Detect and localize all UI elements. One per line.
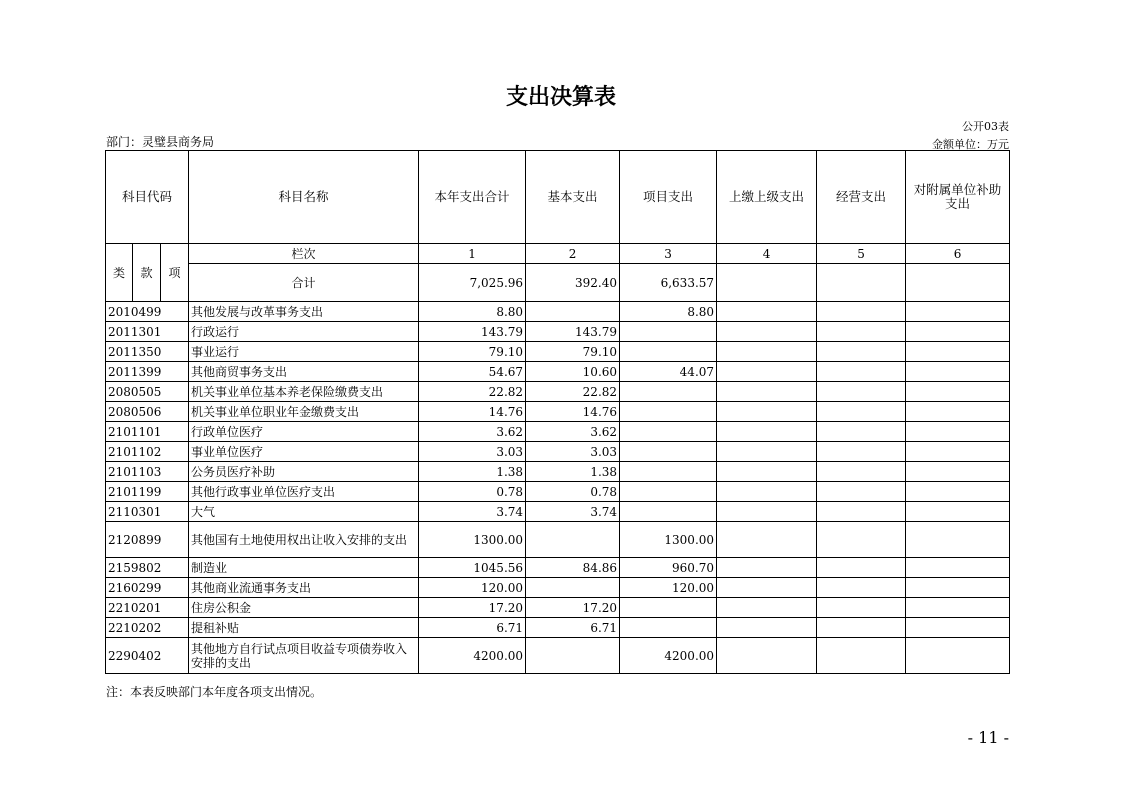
row-subsidy [906,322,1010,342]
total-business [817,264,906,302]
row-code: 2210202 [106,618,189,638]
row-project [620,618,717,638]
row-business [817,442,906,462]
row-name: 其他国有土地使用权出让收入安排的支出 [189,522,419,558]
row-name: 机关事业单位基本养老保险缴费支出 [189,382,419,402]
row-upper [717,342,817,362]
row-code: 2101199 [106,482,189,502]
row-upper [717,522,817,558]
row-business [817,402,906,422]
table-row [106,578,1010,598]
row-project: 1300.00 [620,522,717,558]
row-name: 其他行政事业单位医疗支出 [189,482,419,502]
row-project [620,402,717,422]
row-business [817,382,906,402]
table-row [106,342,1010,362]
row-basic [526,578,620,598]
row-basic [526,638,620,674]
row-project [620,422,717,442]
table-row [106,638,1010,674]
table-row [106,618,1010,638]
row-name: 提租补贴 [189,618,419,638]
row-name: 公务员医疗补助 [189,462,419,482]
total-basic: 392.40 [526,264,620,302]
header-code: 科目代码 [106,151,189,244]
row-business [817,422,906,442]
table-row [106,362,1010,382]
row-subsidy [906,618,1010,638]
row-business [817,558,906,578]
row-subsidy [906,522,1010,558]
row-project [620,322,717,342]
header-project: 项目支出 [620,151,717,244]
row-upper [717,402,817,422]
row-subsidy [906,462,1010,482]
row-total: 79.10 [419,342,526,362]
header-total: 本年支出合计 [419,151,526,244]
row-total: 1045.56 [419,558,526,578]
row-basic: 79.10 [526,342,620,362]
row-upper [717,462,817,482]
row-code: 2120899 [106,522,189,558]
header-row [106,151,1010,244]
row-subsidy [906,482,1010,502]
row-basic: 6.71 [526,618,620,638]
page-number: - 11 - [967,728,1009,747]
row-name: 行政运行 [189,322,419,342]
row-project: 960.70 [620,558,717,578]
table-row [106,502,1010,522]
header-lei: 类 [106,244,133,302]
row-subsidy [906,558,1010,578]
row-upper [717,382,817,402]
row-basic: 14.76 [526,402,620,422]
row-code: 2290402 [106,638,189,674]
expenditure-table [105,150,1010,674]
table-row [106,322,1010,342]
row-subsidy [906,578,1010,598]
total-upper [717,264,817,302]
row-upper [717,638,817,674]
row-total: 3.03 [419,442,526,462]
row-basic: 143.79 [526,322,620,342]
row-upper [717,578,817,598]
row-code: 2160299 [106,578,189,598]
row-basic [526,522,620,558]
row-code: 2011399 [106,362,189,382]
row-name: 其他商业流通事务支出 [189,578,419,598]
row-upper [717,502,817,522]
header-basic: 基本支出 [526,151,620,244]
row-business [817,618,906,638]
row-subsidy [906,638,1010,674]
row-code: 2011301 [106,322,189,342]
row-business [817,302,906,322]
row-total: 22.82 [419,382,526,402]
col-index-2: 2 [526,244,620,264]
row-business [817,578,906,598]
row-name: 其他地方自行试点项目收益专项债券收入安排的支出 [189,638,419,674]
row-subsidy [906,302,1010,322]
row-project [620,502,717,522]
department-label: 部门：灵璧县商务局 [106,135,215,149]
row-total: 17.20 [419,598,526,618]
row-name: 其他发展与改革事务支出 [189,302,419,322]
row-code: 2010499 [106,302,189,322]
row-project [620,342,717,362]
row-project [620,382,717,402]
row-code: 2101102 [106,442,189,462]
row-upper [717,618,817,638]
total-label: 合计 [189,264,419,302]
table-note: 注：本表反映部门本年度各项支出情况。 [106,685,323,699]
row-basic: 10.60 [526,362,620,382]
row-name: 事业运行 [189,342,419,362]
row-subsidy [906,442,1010,462]
table-row [106,422,1010,442]
col-index-3: 3 [620,244,717,264]
row-business [817,482,906,502]
row-subsidy [906,422,1010,442]
row-subsidy [906,598,1010,618]
row-total: 3.74 [419,502,526,522]
row-project [620,482,717,502]
row-basic: 0.78 [526,482,620,502]
row-business [817,362,906,382]
row-name: 大气 [189,502,419,522]
col-index-5: 5 [817,244,906,264]
row-basic: 3.62 [526,422,620,442]
row-project: 4200.00 [620,638,717,674]
unit-label: 金额单位：万元 [932,138,1009,151]
row-project [620,598,717,618]
table-row [106,598,1010,618]
total-sum: 7,025.96 [419,264,526,302]
row-business [817,462,906,482]
row-name: 其他商贸事务支出 [189,362,419,382]
header-xiang: 项 [161,244,189,302]
row-project [620,462,717,482]
form-number: 公开03表 [962,120,1009,133]
table-row [106,402,1010,422]
row-upper [717,362,817,382]
row-name: 行政单位医疗 [189,422,419,442]
row-basic [526,302,620,322]
row-basic: 17.20 [526,598,620,618]
table-row [106,462,1010,482]
row-upper [717,422,817,442]
row-project [620,442,717,462]
row-total: 4200.00 [419,638,526,674]
row-code: 2080505 [106,382,189,402]
table-row [106,522,1010,558]
total-project: 6,633.57 [620,264,717,302]
row-total: 54.67 [419,362,526,382]
row-basic: 3.03 [526,442,620,462]
row-total: 0.78 [419,482,526,502]
row-business [817,522,906,558]
row-code: 2159802 [106,558,189,578]
row-code: 2011350 [106,342,189,362]
table-row [106,302,1010,322]
row-code: 2110301 [106,502,189,522]
row-name: 机关事业单位职业年金缴费支出 [189,402,419,422]
column-index-row [106,244,1010,264]
header-subsidy: 对附属单位补助支出 [906,151,1010,244]
row-total: 3.62 [419,422,526,442]
row-name: 事业单位医疗 [189,442,419,462]
row-project: 120.00 [620,578,717,598]
page-title: 支出决算表 [505,85,616,110]
row-basic: 1.38 [526,462,620,482]
row-upper [717,558,817,578]
row-total: 8.80 [419,302,526,322]
row-project: 8.80 [620,302,717,322]
row-code: 2101103 [106,462,189,482]
row-upper [717,322,817,342]
row-subsidy [906,502,1010,522]
row-name: 制造业 [189,558,419,578]
table-row [106,482,1010,502]
row-total: 6.71 [419,618,526,638]
row-business [817,322,906,342]
col-index-1: 1 [419,244,526,264]
row-total: 14.76 [419,402,526,422]
header-upper: 上缴上级支出 [717,151,817,244]
table-row [106,558,1010,578]
col-index-6: 6 [906,244,1010,264]
row-total: 143.79 [419,322,526,342]
row-basic: 84.86 [526,558,620,578]
row-subsidy [906,402,1010,422]
row-total: 120.00 [419,578,526,598]
row-project: 44.07 [620,362,717,382]
row-code: 2210201 [106,598,189,618]
header-business: 经营支出 [817,151,906,244]
row-code: 2101101 [106,422,189,442]
row-business [817,342,906,362]
row-business [817,502,906,522]
row-subsidy [906,342,1010,362]
header-name: 科目名称 [189,151,419,244]
row-total: 1300.00 [419,522,526,558]
header-lanci: 栏次 [189,244,419,264]
row-basic: 22.82 [526,382,620,402]
total-subsidy [906,264,1010,302]
row-subsidy [906,362,1010,382]
header-kuan: 款 [133,244,161,302]
row-upper [717,598,817,618]
row-name: 住房公积金 [189,598,419,618]
row-business [817,638,906,674]
row-business [817,598,906,618]
row-total: 1.38 [419,462,526,482]
row-upper [717,482,817,502]
row-code: 2080506 [106,402,189,422]
row-basic: 3.74 [526,502,620,522]
table-row [106,382,1010,402]
col-index-4: 4 [717,244,817,264]
row-subsidy [906,382,1010,402]
row-upper [717,442,817,462]
table-row [106,442,1010,462]
total-row [106,264,1010,302]
row-upper [717,302,817,322]
